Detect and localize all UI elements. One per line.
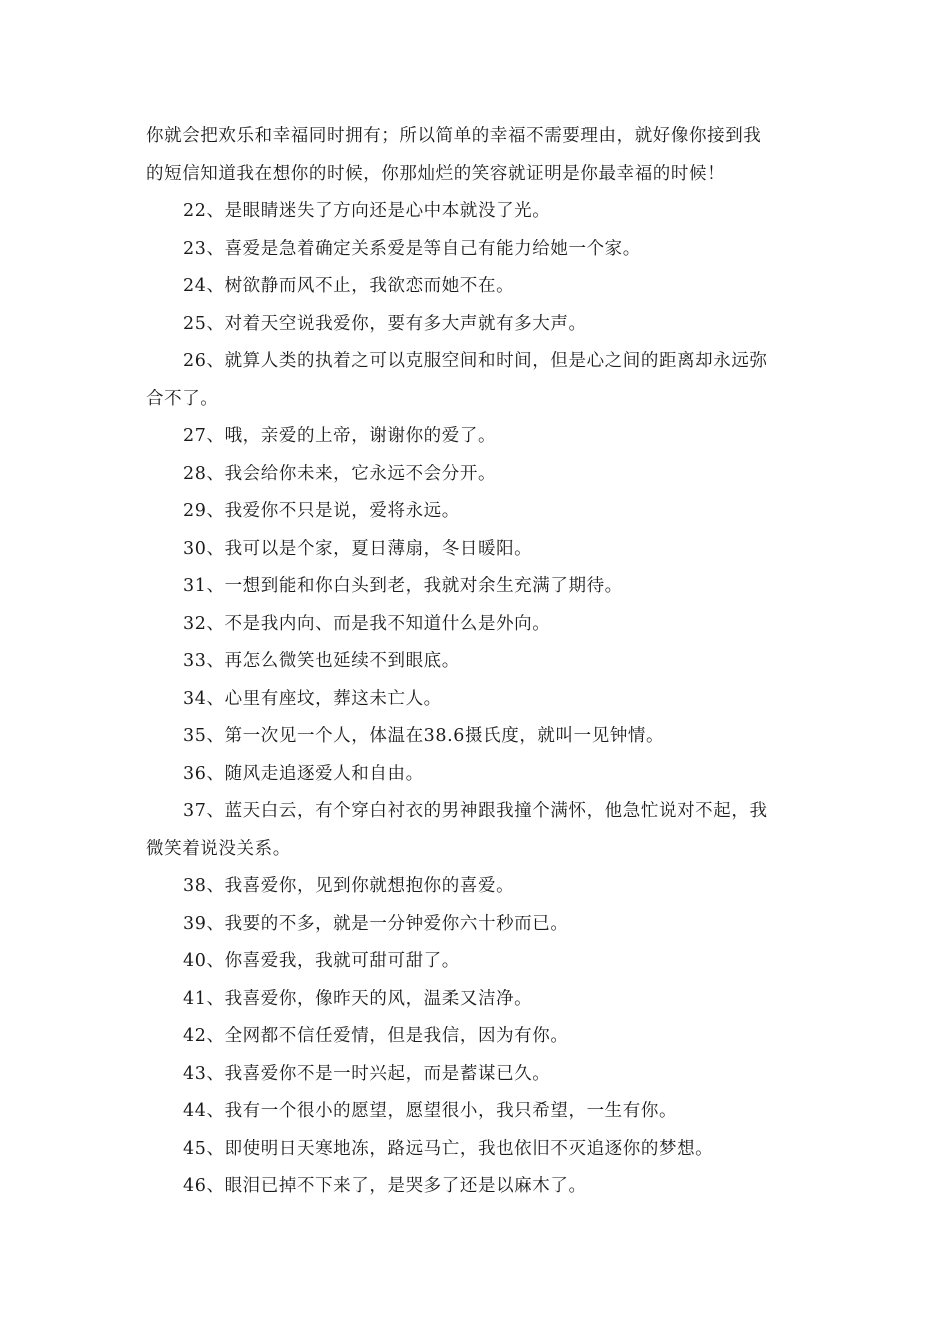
text-line: 的短信知道我在想你的时候，你那灿烂的笑容就证明是你最幸福的时候！ <box>146 163 726 184</box>
list-item-29: 29、我爱你不只是说，爱将永远。 <box>183 501 460 521</box>
list-item-39: 39、我要的不多，就是一分钟爱你六十秒而已。 <box>183 913 569 934</box>
list-item-43: 43、我喜爱你不是一时兴起，而是蓄谋已久。 <box>183 1063 551 1084</box>
list-item-41: 41、我喜爱你，像昨天的风，温柔又洁净。 <box>183 988 533 1009</box>
list-item-46: 46、眼泪已掉不下来了，是哭多了还是以麻木了。 <box>183 1176 587 1196</box>
list-item-32: 32、不是我内向、而是我不知道什么是外向。 <box>183 613 551 634</box>
text-line: 你就会把欢乐和幸福同时拥有；所以简单的幸福不需要理由，就好像你接到我 <box>146 126 762 146</box>
list-item-38: 38、我喜爱你，见到你就想抱你的喜爱。 <box>183 876 515 896</box>
list-item-36: 36、随风走追逐爱人和自由。 <box>183 763 424 784</box>
list-item-30: 30、我可以是个家，夏日薄扇，冬日暖阳。 <box>183 538 533 559</box>
list-item-31: 31、一想到能和你白头到老，我就对余生充满了期待。 <box>183 576 623 596</box>
text-body <box>146 118 806 1206</box>
list-item-34: 34、心里有座坟，葬这未亡人。 <box>183 688 442 709</box>
list-item-33: 33、再怎么微笑也延续不到眼底。 <box>183 651 460 671</box>
list-item-42: 42、全网都不信任爱情，但是我信，因为有你。 <box>183 1026 569 1046</box>
list-item-35: 35、第一次见一个人，体温在38.6摄氏度，就叫一见钟情。 <box>183 726 665 746</box>
list-item-24: 24、树欲静而风不止，我欲恋而她不在。 <box>183 276 515 296</box>
list-item-37: 37、蓝天白云，有个穿白衬衣的男神跟我撞个满怀，他急忙说对不起，我 <box>183 801 768 821</box>
list-item-45: 45、即使明日天寒地冻，路远马亡，我也依旧不灭追逐你的梦想。 <box>183 1138 714 1159</box>
list-item-26: 26、就算人类的执着之可以克服空间和时间，但是心之间的距离却永远弥 <box>183 351 768 371</box>
list-item-28: 28、我会给你未来，它永远不会分开。 <box>183 463 497 484</box>
list-item-23: 23、喜爱是急着确定关系爱是等自己有能力给她一个家。 <box>183 238 641 259</box>
list-item-40: 40、你喜爱我，我就可甜可甜了。 <box>183 951 460 971</box>
list-item-44: 44、我有一个很小的愿望，愿望很小，我只希望，一生有你。 <box>183 1101 678 1121</box>
list-item-25: 25、对着天空说我爱你，要有多大声就有多大声。 <box>183 313 587 334</box>
list-item-26-continued: 合不了。 <box>146 388 219 409</box>
list-item-37-continued: 微笑着说没关系。 <box>146 838 291 859</box>
list-item-27: 27、哦，亲爱的上帝，谢谢你的爱了。 <box>183 426 497 446</box>
list-item-22: 22、是眼睛迷失了方向还是心中本就没了光。 <box>183 201 551 221</box>
